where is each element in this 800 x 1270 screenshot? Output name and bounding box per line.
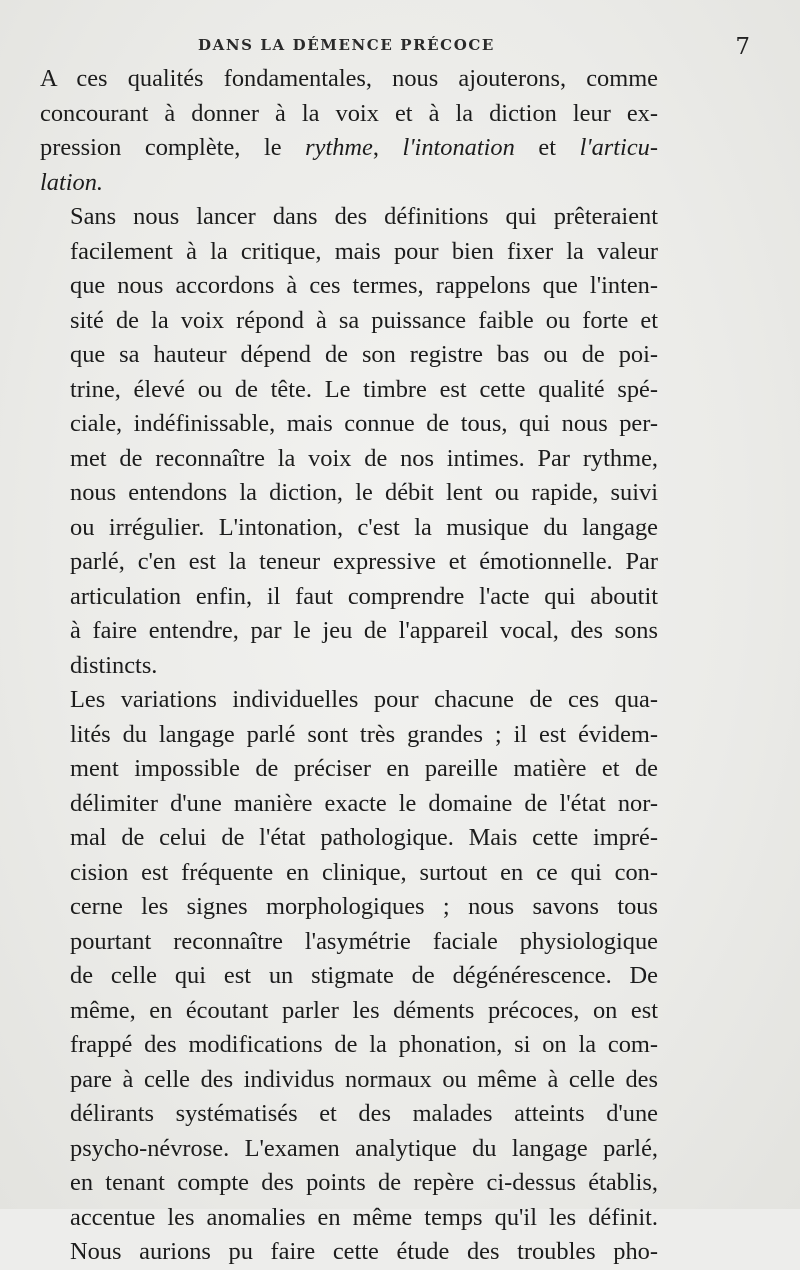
text-line: cerne les signes morphologiques ; nous savons tous bbox=[70, 893, 658, 920]
italic-term: rythme bbox=[305, 134, 373, 161]
text-line: mal de celui de l'état pathologique. Mais cette impré- bbox=[70, 824, 658, 851]
text-line: distincts. bbox=[70, 651, 158, 679]
text-line: facilement à la critique, mais pour bien fixer la valeur bbox=[70, 237, 658, 265]
paragraph-1 bbox=[40, 62, 658, 200]
italic-term: l'intonation bbox=[402, 134, 515, 161]
text-line: articulation enfin, il faut comprendre l'acte qui aboutit bbox=[70, 582, 658, 610]
text-line: que sa hauteur dépend de son registre bas ou de poi- bbox=[70, 341, 658, 368]
text-line: cision est fréquente en clinique, surtout en ce qui con- bbox=[70, 858, 658, 886]
text-line: de celle qui est un stigmate de dégénérescence. De bbox=[70, 962, 658, 989]
paragraph-4 bbox=[40, 1235, 658, 1270]
text-line bbox=[40, 166, 658, 201]
text-line: frappé des modifications de la phonation, si on la com- bbox=[70, 1031, 658, 1058]
text-line: sité de la voix répond à sa puissance faible ou forte et bbox=[70, 306, 658, 334]
text-line: met de reconnaître la voix de nos intimes. Par rythme, bbox=[70, 444, 658, 472]
text-line: pare à celle des individus normaux ou même à celle des bbox=[70, 1065, 658, 1093]
text-line: Les variations individuelles pour chacune de ces qua- bbox=[70, 686, 658, 713]
text-line: parlé, c'en est la teneur expressive et émotionnelle. Par bbox=[70, 548, 658, 575]
text-line bbox=[40, 131, 658, 166]
text-line: pourtant reconnaître l'asymétrie faciale physiologique bbox=[70, 927, 658, 955]
text-line: que nous accordons à ces termes, rappelons que l'inten- bbox=[70, 272, 658, 299]
text-line: A ces qualités fondamentales, nous ajouterons, comme bbox=[40, 65, 658, 92]
text-line: même, en écoutant parler les déments précoces, on est bbox=[70, 996, 658, 1024]
paragraph-3 bbox=[40, 683, 658, 1235]
text-line: ment impossible de préciser en pareille matière et de bbox=[70, 755, 658, 782]
text-line: délimiter d'une manière exacte le domaine de l'état nor- bbox=[70, 789, 658, 817]
text-line: trine, élevé ou de tête. Le timbre est cette qualité spé- bbox=[70, 375, 658, 403]
page-number: 7 bbox=[735, 34, 750, 60]
text-line: concourant à donner à la voix et à la diction leur ex- bbox=[40, 99, 658, 127]
italic-term: lation. bbox=[40, 168, 104, 196]
running-title: DANS LA DÉMENCE PRÉCOCE bbox=[198, 36, 495, 54]
text-line: accentue les anomalies en même temps qu'il les définit. bbox=[70, 1203, 658, 1231]
text-line: Sans nous lancer dans des définitions qui prêteraient bbox=[70, 203, 658, 230]
text-line: psycho-névrose. L'examen analytique du langage parlé, bbox=[70, 1134, 658, 1162]
text-line: ou irrégulier. L'intonation, c'est la musique du langage bbox=[70, 513, 658, 541]
text-line: ciale, indéfinissable, mais connue de tous, qui nous per- bbox=[70, 410, 658, 437]
text-line: à faire entendre, par le jeu de l'appareil vocal, des sons bbox=[70, 617, 658, 644]
body-text bbox=[40, 62, 658, 1270]
text-line: Nous aurions pu faire cette étude des troubles pho- bbox=[70, 1238, 658, 1265]
text-fragment: pression complète, le bbox=[40, 134, 306, 161]
italic-term: l'articu- bbox=[579, 134, 658, 161]
text-line: lités du langage parlé sont très grandes ; il est évidem- bbox=[70, 720, 658, 748]
text-fragment: et bbox=[514, 134, 580, 161]
text-line: délirants systématisés et des malades atteints d'une bbox=[70, 1100, 658, 1127]
text-line: en tenant compte des points de repère ci-dessus établis, bbox=[70, 1169, 658, 1196]
text-fragment: , bbox=[372, 134, 403, 161]
paragraph-2 bbox=[40, 200, 658, 683]
running-header bbox=[40, 34, 750, 58]
text-line: nous entendons la diction, le débit lent ou rapide, suivi bbox=[70, 479, 658, 506]
